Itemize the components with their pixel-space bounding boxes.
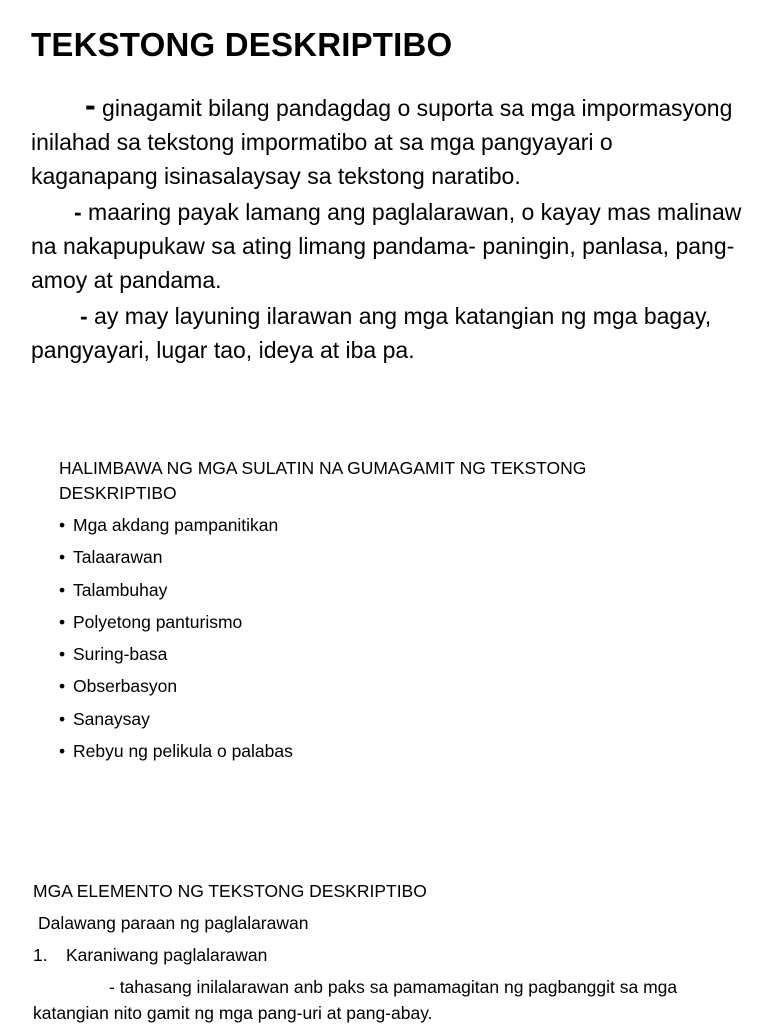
elements-heading: MGA ELEMENTO NG TEKSTONG DESKRIPTIBO bbox=[33, 881, 427, 901]
examples-heading: HALIMBAWA NG MGA SULATIN NA GUMAGAMIT NG TEKSTONG DESKRIPTIBO bbox=[59, 458, 587, 503]
list-item bbox=[59, 577, 699, 609]
intro-text-2: maaring payak lamang ang paglalarawan, o kayay mas malinaw na nakapupukaw sa ating limang pandama- paningin, panlasa, pang-amoy at pandama. bbox=[31, 199, 742, 293]
bullet-icon: • bbox=[59, 611, 66, 632]
intro-paragraph-2 bbox=[31, 195, 743, 297]
examples-section bbox=[59, 456, 699, 770]
bullet-icon: • bbox=[59, 708, 66, 729]
list-item bbox=[59, 673, 699, 705]
list-item bbox=[59, 641, 699, 673]
bullet-icon: • bbox=[59, 676, 66, 697]
list-item bbox=[59, 512, 699, 544]
dash-marker: - bbox=[74, 199, 82, 225]
list-item bbox=[59, 609, 699, 641]
dash-marker: - bbox=[85, 87, 96, 123]
intro-text-3: ay may layuning ilarawan ang mga katangian ng mga bagay, pangyayari, lugar tao, ideya at iba pa. bbox=[31, 303, 712, 363]
examples-list bbox=[59, 512, 699, 770]
list-item-label: Suring-basa bbox=[73, 644, 168, 665]
list-item-label: Talambuhay bbox=[73, 579, 168, 600]
bullet-icon: • bbox=[59, 644, 66, 665]
list-item bbox=[59, 738, 699, 770]
list-item-label: Sanaysay bbox=[73, 708, 150, 729]
item-number: 1. bbox=[33, 945, 48, 965]
bullet-icon: • bbox=[59, 547, 66, 568]
item-description: - tahasang inilalarawan anb paks sa pamamagitan ng pagbanggit sa mga katangian nito gamit ng mga pang-uri at pang-abay. bbox=[33, 977, 678, 1023]
intro-text-1: ginagamit bilang pandagdag o suporta sa mga impormasyong inilahad sa tekstong impormatibo at sa mga pangyayari o kaganapang isinasalaysay sa tekstong naratibo. bbox=[31, 95, 733, 189]
item-label: Karaniwang paglalarawan bbox=[66, 945, 268, 965]
bullet-icon: • bbox=[59, 741, 66, 762]
bullet-icon: • bbox=[59, 515, 66, 535]
list-item bbox=[59, 706, 699, 738]
list-item-label: Rebyu ng pelikula o palabas bbox=[73, 741, 293, 762]
bullet-icon: • bbox=[59, 579, 66, 600]
list-item-label: Mga akdang pampanitikan bbox=[73, 515, 279, 535]
list-item-label: Talaarawan bbox=[73, 547, 163, 568]
intro-paragraph-3 bbox=[31, 299, 743, 367]
page-title: TEKSTONG DESKRIPTIBO bbox=[31, 26, 453, 63]
intro-paragraph-1 bbox=[31, 88, 743, 193]
numbered-item bbox=[33, 942, 733, 974]
intro-section bbox=[31, 88, 743, 369]
elements-subheading: Dalawang paraan ng paglalarawan bbox=[38, 913, 309, 933]
list-item bbox=[59, 544, 699, 576]
list-item-label: Obserbasyon bbox=[73, 676, 178, 697]
elements-section bbox=[33, 878, 733, 1026]
dash-marker: - bbox=[80, 303, 88, 329]
list-item-label: Polyetong panturismo bbox=[73, 611, 243, 632]
